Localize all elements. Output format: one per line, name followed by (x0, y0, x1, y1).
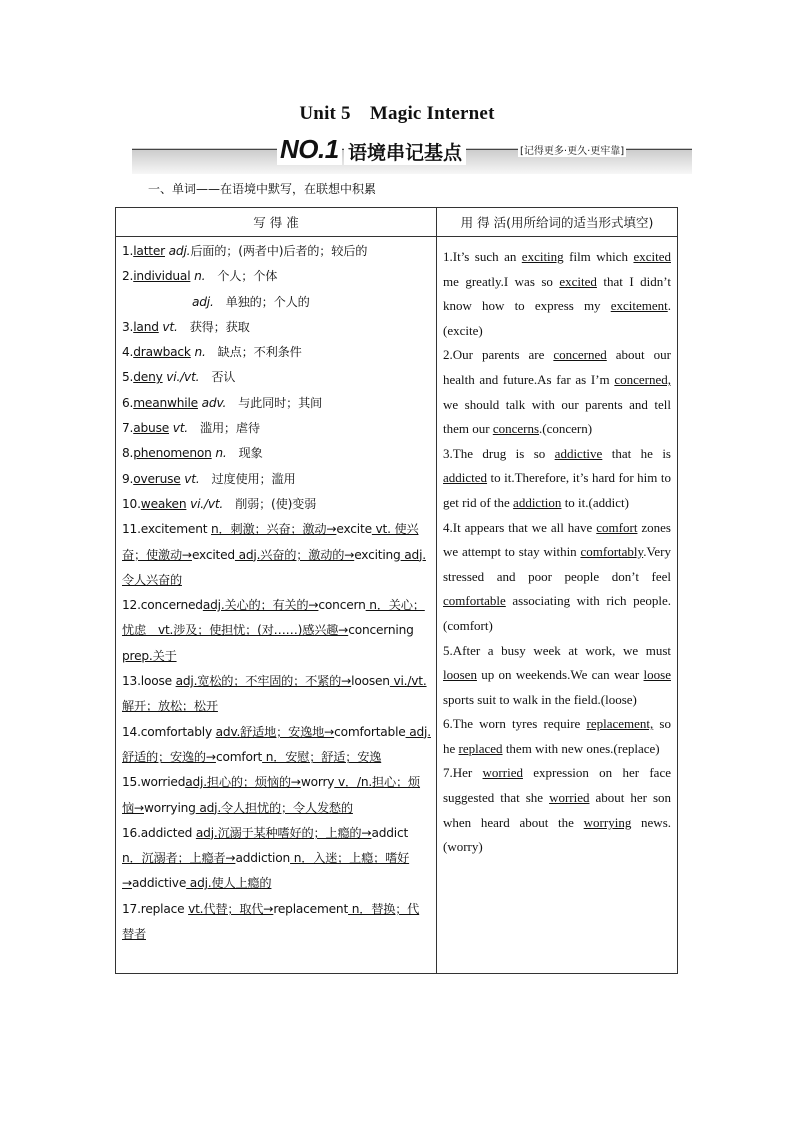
word-entry: 6.meanwhile adv. 与此同时；其间 (122, 395, 323, 410)
sentence-text: news.(worry) (443, 814, 672, 855)
word-entry: 9.overuse vt. 过度使用；滥用 (122, 471, 296, 486)
answer-word: adj.令人担忧的；令人发愁的 (195, 800, 353, 815)
answer-word: meanwhile (133, 395, 198, 410)
word-entry: 2.individual n. 个人；个体 (122, 269, 278, 284)
blank-answer: excitement (610, 298, 668, 314)
part-of-speech: n. (211, 446, 227, 461)
blank-answer: concerned (553, 347, 607, 363)
part-of-speech: vt. (158, 319, 178, 334)
answer-word: abuse (133, 421, 170, 436)
sentence-text: associating with rich people.(comfort) (443, 593, 671, 633)
definition: 削弱；(使)变弱 (223, 496, 317, 511)
entry-text: excite (336, 522, 372, 537)
blank-answer: worried (482, 765, 523, 781)
word-entry: 10.weaken vi./vt. 削弱；(使)变弱 (122, 496, 317, 511)
answer-word: deny (133, 370, 163, 385)
sentence-text: about her son when heard about the (443, 790, 672, 830)
sentence-text: me greatly.I was so (443, 273, 560, 289)
sentence-text: zones we attempt to stay within (443, 519, 671, 560)
word-family-entry (122, 517, 431, 593)
definition: 个人；个体 (205, 269, 278, 284)
sentence-text: 6.The worn tyres require (443, 716, 587, 732)
answer-word: n．沉溺者；上瘾者→ (122, 851, 236, 866)
answer-word: vi./vt.解开；放松；松开 (122, 674, 427, 714)
answer-word: prep.关于 (122, 648, 177, 663)
sentence-text: .(concern) (539, 421, 593, 437)
blank-answer: replaced (458, 740, 503, 756)
answer-word: n．入迷；上瘾；嗜好→ (122, 851, 410, 891)
answer-word: n．安慰；舒适；安逸 (262, 749, 382, 764)
definition: 滥用；虐待 (187, 421, 260, 436)
answer-word: land (133, 319, 159, 334)
sentence-text: 5.After a busy week at work, we must (443, 642, 671, 658)
entry-text: concerning (348, 623, 414, 638)
banner-number: NO.1 (277, 134, 342, 165)
definition: 缺点；不利条件 (205, 345, 302, 360)
word-family-entry (122, 821, 431, 897)
sentence-text: .(excite) (443, 298, 671, 338)
entry-text: 13.loose (122, 674, 176, 689)
definition: 后面的；(两者中)后者的；较后的 (190, 244, 368, 258)
blank-answer: comfortable (443, 593, 506, 609)
sentence-text: 2.Our parents are (443, 347, 554, 363)
section-banner (132, 134, 692, 174)
answer-word: vt.代替；取代→ (188, 901, 274, 916)
entry-text: 17.replace (122, 901, 189, 916)
sentence-text: to it.Therefore, it’s hard for him to get rid of the (443, 470, 671, 510)
answer-word: vt. 使兴奋；使激动→ (122, 522, 419, 562)
entry-text: comfortable (334, 724, 406, 739)
exercise-list (437, 237, 678, 974)
blank-answer: comfortably (580, 544, 644, 560)
exercise-item (443, 761, 671, 859)
definition: 现象 (226, 446, 263, 461)
entry-text: worrying (144, 800, 196, 815)
answer-word: n．替换；代替者 (122, 901, 420, 942)
sentence-text: 7.Her (443, 765, 483, 781)
blank-answer: replacement, (586, 716, 654, 732)
word-entry: 8.phenomenon n. 现象 (122, 446, 263, 461)
answer-word: adj.担心的；烦恼的→ (185, 775, 301, 790)
entry-text: exciting (354, 547, 401, 562)
blank-answer: loosen (443, 667, 477, 683)
word-entry: 5.deny vi./vt. 否认 (122, 370, 236, 385)
sentence-text: film which (563, 249, 634, 264)
entry-text: concern (318, 598, 366, 613)
entry-text: comfort (215, 749, 263, 764)
blank-answer: excited (559, 273, 597, 289)
answer-word: v．/n.担心；烦恼→ (122, 775, 421, 815)
word-entry: 4.drawback n. 缺点；不利条件 (122, 345, 302, 360)
answer-word: n．关心；忧虑 vt.涉及；使担忧；(对……)感兴趣→ (122, 598, 425, 638)
word-list (116, 237, 437, 974)
part-of-speech: vt. (180, 471, 200, 486)
word-family-entry (122, 897, 431, 948)
part-of-speech: n. (190, 345, 206, 360)
definition: 过度使用；滥用 (199, 471, 296, 486)
entry-text: excited (191, 547, 235, 562)
blank-answer: concerns (492, 421, 540, 437)
part-of-speech: n. (190, 269, 206, 284)
word-entry: 7.abuse vt. 滥用；虐待 (122, 421, 260, 436)
entry-text: 16.addicted (122, 825, 196, 840)
entry-text: 14.comfortably (122, 724, 216, 739)
definition: 否认 (199, 370, 236, 385)
exercise-item (443, 516, 671, 639)
header-left: 写 得 准 (116, 208, 437, 237)
sentence-text: to it.(addict) (561, 494, 629, 510)
word-family-entry (122, 720, 431, 771)
part-of-speech: adj. (192, 294, 214, 309)
sentence-text: 3.The drug is so (443, 445, 555, 461)
page-title: Unit 5 Magic Internet (299, 103, 495, 124)
blank-answer: worrying (583, 814, 632, 830)
answer-word: adj.兴奋的；激动的→ (234, 547, 355, 562)
sentence-text: we should talk with our parents and tell them our (443, 396, 671, 437)
section-heading: 一、单词——在语境中默写，在联想中积累 (148, 182, 377, 196)
blank-answer: exciting (521, 249, 564, 264)
part-of-speech: adv. (197, 395, 227, 410)
entry-text: 12.concerned (122, 598, 203, 613)
sentence-text: .Very stressed and poor people don’t feel (443, 544, 671, 584)
sentence-text: 1.It’s such an (443, 249, 522, 264)
blank-answer: concerned, (614, 371, 671, 387)
part-of-speech: vt. (169, 421, 188, 436)
blank-answer: addictive (554, 445, 603, 461)
word-entry: 3.land vt. 获得；获取 (122, 319, 250, 334)
part-of-speech: adj. (164, 244, 191, 258)
answer-word: adj.使人上瘾的 (186, 876, 272, 891)
definition: 单独的；个人的 (213, 294, 310, 309)
answer-word: adj.舒适的；安逸的→ (122, 724, 431, 764)
answer-word: adv.舒适地；安逸地→ (215, 724, 335, 739)
header-right: 用 得 活(用所给词的适当形式填空) (437, 208, 678, 237)
answer-word: adj.宽松的；不牢固的；不紧的→ (175, 674, 352, 689)
blank-answer: loose (643, 667, 671, 683)
entry-text: worry (300, 775, 335, 790)
answer-word: phenomenon (133, 446, 212, 461)
entry-text: loosen (351, 674, 390, 689)
entry-text: 15.worried (122, 775, 186, 790)
word-entry: 1.latter adj.后面的；(两者中)后者的；较后的 (122, 244, 368, 258)
word-family-entry (122, 593, 431, 669)
sentence-text: up on weekends.We can wear (476, 667, 644, 683)
sentence-text: about our health and future.As far as I’m (443, 347, 671, 387)
blank-answer: worried (549, 790, 590, 806)
part-of-speech: vi./vt. (186, 496, 224, 511)
answer-word: adj.关心的；有关的→ (202, 598, 319, 613)
definition: 获得；获取 (177, 319, 250, 334)
answer-word: overuse (133, 471, 181, 486)
sentence-text: sports suit to walk in the field.(loose) (443, 691, 637, 707)
word-family-entry (122, 669, 431, 720)
answer-word: drawback (133, 345, 191, 360)
part-of-speech: vi./vt. (162, 370, 200, 385)
answer-word: n．刺激；兴奋；激动→ (210, 522, 337, 537)
banner-heading: 语境串记基点 (344, 138, 466, 165)
sentence-text: that he is (602, 445, 671, 461)
answer-word: weaken (140, 496, 187, 511)
entry-text: replacement (273, 901, 349, 916)
word-family-entry (122, 770, 431, 821)
vocabulary-table (115, 207, 678, 974)
answer-word: adj.令人兴奋的 (122, 547, 426, 587)
blank-answer: excited (633, 249, 671, 264)
banner-tagline: [记得更多·更久·更牢靠] (518, 142, 626, 157)
exercise-item (443, 442, 671, 516)
entry-text: 11.excitement (122, 522, 211, 537)
entry-text: addictive (132, 876, 187, 891)
exercise-item (443, 639, 671, 713)
sentence-text: them with new ones.(replace) (502, 740, 660, 756)
sentence-text: 4.It appears that we all have (443, 519, 597, 535)
entry-text: addiction (235, 851, 291, 866)
exercise-item (443, 712, 671, 761)
sentence-text: so he (443, 716, 671, 756)
answer-word: latter (133, 244, 165, 258)
blank-answer: addicted (443, 470, 488, 486)
answer-word: individual (133, 269, 191, 284)
sentence-text: expression on her face suggested that she (443, 765, 671, 806)
blank-answer: addiction (513, 494, 562, 510)
word-entry (122, 290, 431, 315)
exercise-item (443, 245, 671, 343)
blank-answer: comfort (596, 519, 638, 535)
entry-text: addict (371, 825, 409, 840)
sentence-text: that I didn’t know how to express my (443, 273, 671, 314)
definition: 与此同时；其间 (226, 395, 323, 410)
answer-word: adj.沉溺于某种嗜好的；上瘾的→ (195, 825, 372, 840)
exercise-item (443, 343, 671, 441)
